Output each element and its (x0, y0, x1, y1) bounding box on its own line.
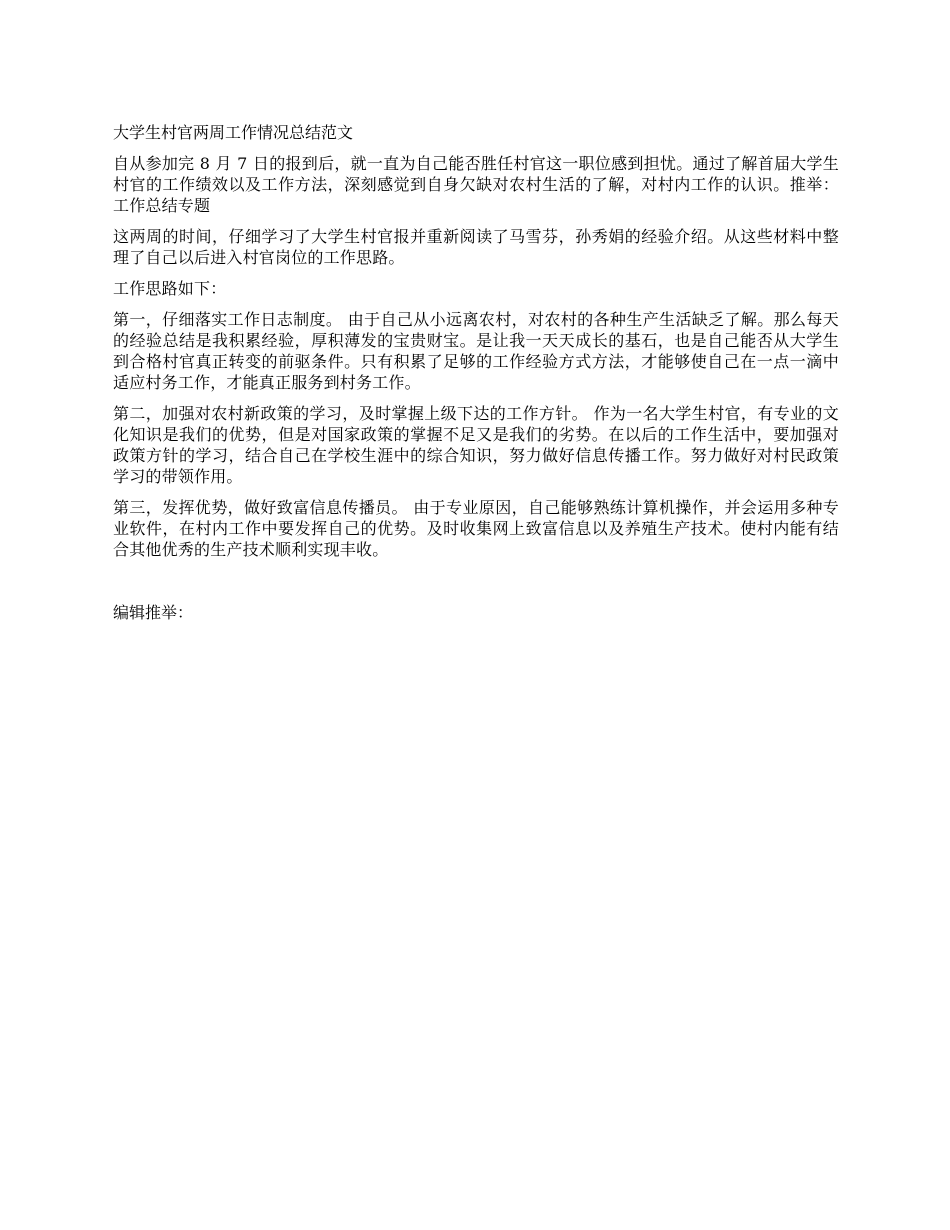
paragraph-study: 这两周的时间，仔细学习了大学生村官报并重新阅读了马雪芬，孙秀娟的经验介绍。从这些材料中整理了自己以后进入村官岗位的工作思路。 (113, 227, 839, 267)
document-page (113, 122, 839, 623)
paragraph-point-one: 第一，仔细落实工作日志制度。 由于自己从小远离农村，对农村的各种生产生活缺乏了解。那么每天的经验总结是我积累经验，厚积薄发的宝贵财宝。是让我一天天成长的基石，也是自己能否从大学生到合格村官真正转变的前驱条件。只有积累了足够的工作经验方式方法，才能够使自己在一点一滴中适应村务工作，才能真正服务到村务工作。 (113, 310, 839, 392)
paragraph-point-three: 第三，发挥优势，做好致富信息传播员。 由于专业原因，自己能够熟练计算机操作，并会运用多种专业软件，在村内工作中要发挥自己的优势。及时收集网上致富信息以及养殖生产技术。使村内能有结合其他优秀的生产技术顺利实现丰收。 (113, 498, 839, 559)
document-title: 大学生村官两周工作情况总结范文 (113, 123, 354, 142)
paragraph-approach-heading: 工作思路如下： (113, 279, 227, 298)
paragraph-intro: 自从参加完 8 月 7 日的报到后，就一直为自己能否胜任村官这一职位感到担忧。通过了解首届大学生村官的工作绩效以及工作方法，深刻感觉到自身欠缺对农村生活的了解，对村内工作的认识。推举：工作总结专题 (113, 154, 839, 215)
paragraph-point-two: 第二，加强对农村新政策的学习，及时掌握上级下达的工作方针。 作为一名大学生村官，有专业的文化知识是我们的优势，但是对国家政策的掌握不足又是我们的劣势。在以后的工作生活中，要加强对政策方针的学习，结合自己在学校生涯中的综合知识，努力做好信息传播工作。努力做好对村民政策学习的带领作用。 (113, 404, 839, 486)
editor-recommend-label: 编辑推举： (113, 603, 194, 622)
section-spacer (113, 570, 839, 602)
